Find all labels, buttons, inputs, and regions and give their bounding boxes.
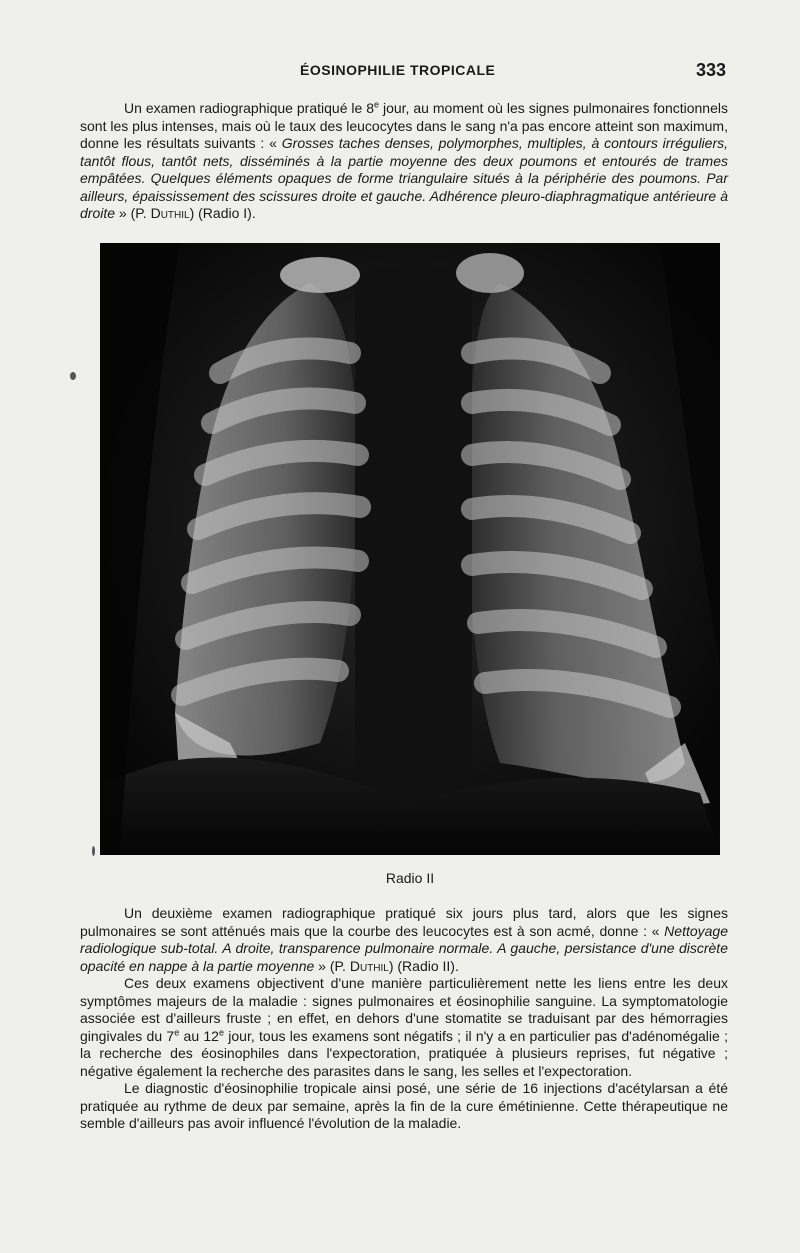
- paragraph-3: Ces deux examens objectivent d'une manière particulièrement nette les liens entre les deux symptômes majeurs de la maladie : signes pulmonaires et éosinophilie sanguine. La symptomatologie associée est d'ailleurs fruste ; en effet, en dehors d'une stomatite se traduisant par des hémorragies gingivales du 7e au 12e jour, tous les examens sont négatifs ; il n'y a en particulier pas d'adénomégalie ; la recherche des éosinophiles dans l'expectoration, pratiquée à plusieurs reprises, fut négative ; négative également la recherche des parasites dans le sang, les selles et l'expectoration.: [80, 975, 728, 1079]
- paragraph-block-2: [80, 905, 728, 1133]
- paragraph-1: Un examen radiographique pratiqué le 8e jour, au moment où les signes pulmonaires fonctionnels sont les plus intenses, mais où le taux des leucocytes dans le sang n'a pas encore atteint son maximum, donne les résultats suivants : « Grosses taches denses, polymorphes, multiples, à contours irréguliers, tantôt flous, tantôt nets, disséminés à la partie moyenne des deux poumons et entourés de trames empâtées. Quelques éléments opaques de forme triangulaire situés à la périphérie des poumons. Par ailleurs, épaississement des scissures droite et gauche. Adhérence pleuro-diaphragmatique antérieure à droite » (P. Duthil) (Radio I).: [80, 99, 729, 221]
- chest-xray-image: [100, 243, 720, 855]
- xray-figure: [100, 243, 720, 855]
- paper-speck: [92, 846, 95, 856]
- author-name: Duthil: [349, 957, 389, 974]
- author-name: Duthil: [150, 205, 190, 221]
- paragraph-radio-1: [80, 100, 728, 223]
- page-number: 333: [695, 60, 726, 80]
- paper-speck: [70, 372, 76, 380]
- radiology-quote-1: Grosses taches denses, polymorphes, multiples, à contours irréguliers, tantôt flous, tantôt nets, disséminés à la partie moyenne des deux poumons et entourés de trames empâtées. Quelques éléments opaques de forme triangulaire situés à la périphérie des poumons. Par ailleurs, épaississement des scissures droite et gauche. Adhérence pleuro-diaphragmatique antérieure à droite: [80, 135, 729, 221]
- paragraph-2: Un deuxième examen radiographique pratiqué six jours plus tard, alors que les signes pulmonaires se sont atténués mais que la courbe des leucocytes est à son acmé, donne : « Nettoyage radiologique sub-total. A droite, transparence pulmonaire normale. A gauche, persistance d'une discrète opacité en nappe à la partie moyenne » (P. Duthil) (Radio II).: [80, 905, 728, 974]
- mediastinum: [355, 266, 472, 804]
- figure-caption: Radio II: [385, 870, 435, 886]
- radiology-quote-2: Nettoyage radiologique sub-total. A droite, transparence pulmonaire normale. A gauche, persistance d'une discrète opacité en nappe à la partie moyenne: [80, 922, 728, 974]
- paragraph-4: Le diagnostic d'éosinophilie tropicale ainsi posé, une série de 16 injections d'acétylarsan a été pratiquée au rythme de deux par semaine, après la fin de la cure émétinienne. Cette thérapeutique ne semble d'ailleurs pas avoir influencé l'évolution de la maladie.: [80, 1080, 728, 1131]
- running-title: ÉOSINOPHILIE TROPICALE: [300, 62, 496, 78]
